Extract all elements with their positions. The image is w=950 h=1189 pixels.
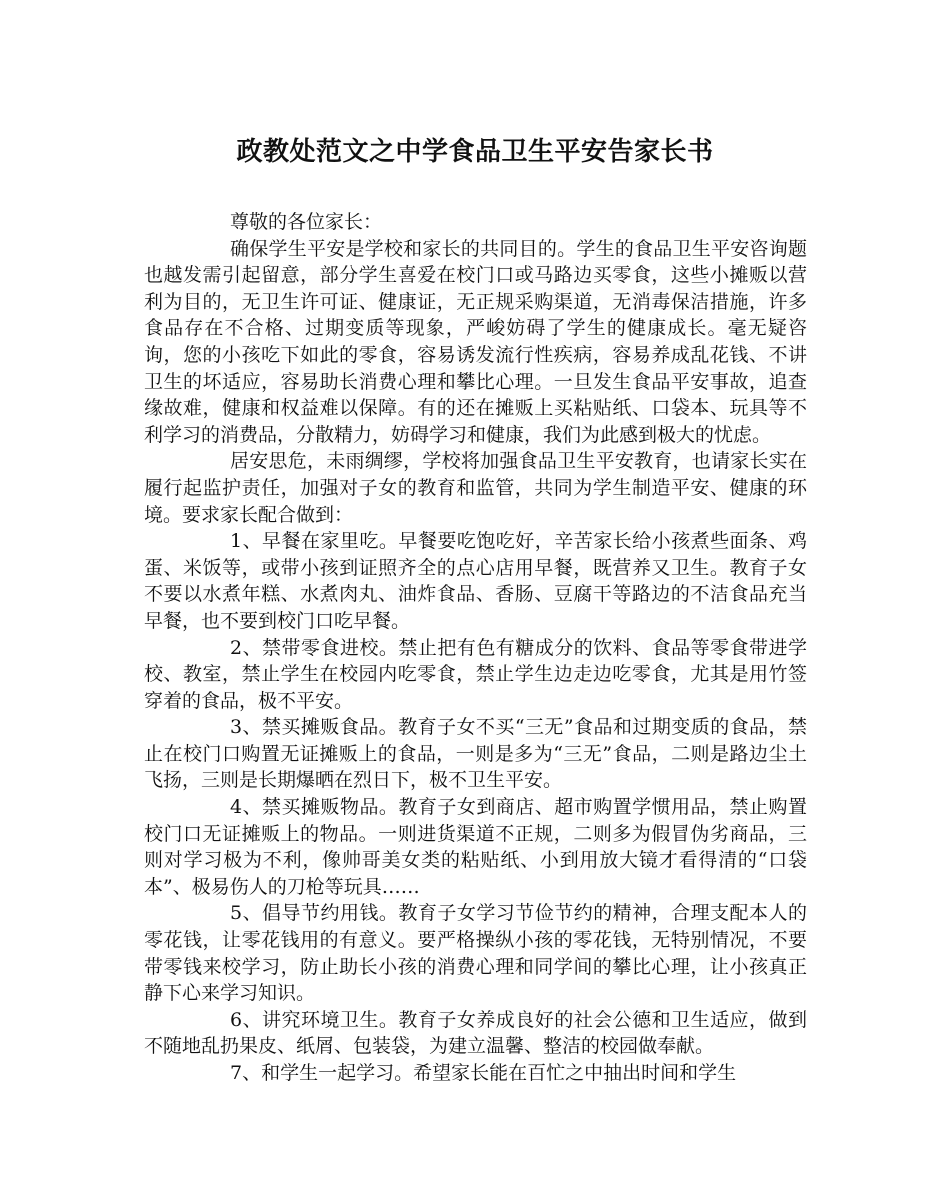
paragraph-item-3-no-vendor-food: 3、禁买摊贩食品。教育子女不买“三无”食品和过期变质的食品，禁止在校门口购置无证摊贩上的食品，一则是多为“三无”食品，二则是路边尘土飞扬，三则是长期爆晒在烈日下，极不卫生平安。: [144, 716, 807, 792]
salutation: 尊敬的各位家长：: [230, 211, 383, 233]
paragraph-item-4-no-vendor-goods: 4、禁买摊贩物品。教育子女到商店、超市购置学惯用品，禁止购置校门口无证摊贩上的物品。一则进货渠道不正规，二则多为假冒伪劣商品，三则对学习极为不利，像帅哥美女类的粘贴纸、小到用放大镜才看得清的“口袋本”、极易伤人的刀枪等玩具……: [144, 796, 807, 898]
paragraph-requirements: 居安思危，未雨绸缪，学校将加强食品卫生平安教育，也请家长实在履行起监护责任，加强对子女的教育和监管，共同为学生制造平安、健康的环境。要求家长配合做到：: [144, 450, 807, 526]
paragraph-intro: 确保学生平安是学校和家长的共同目的。学生的食品卫生平安咨询题也越发需引起留意，部分学生喜爱在校门口或马路边买零食，这些小摊贩以营利为目的，无卫生许可证、健康证，无正规采购渠道，无消毒保洁措施，许多食品存在不合格、过期变质等现象，严峻妨碍了学生的健康成长。毫无疑咨询，您的小孩吃下如此的零食，容易诱发流行性疾病，容易养成乱花钱、不讲卫生的坏适应，容易助长消费心理和攀比心理。一旦发生食品平安事故，追查缘故难，健康和权益难以保障。有的还在摊贩上买粘贴纸、口袋本、玩具等不利学习的消费品，分散精力，妨碍学习和健康，我们为此感到极大的忧虑。: [144, 237, 807, 446]
document-title: 政教处范文之中学食品卫生平安告家长书: [236, 137, 714, 167]
paragraph-item-7-study-together: 7、和学生一起学习。希望家长能在百忙之中抽出时间和学生: [230, 1062, 737, 1084]
document-body: [144, 209, 807, 1087]
paragraph-item-2-no-snacks: 2、禁带零食进校。禁止把有色有糖成分的饮料、食品等零食带进学校、教室，禁止学生在校园内吃零食，禁止学生边走边吃零食，尤其是用竹签穿着的食品，极不平安。: [144, 636, 807, 712]
paragraph-item-1-breakfast: 1、早餐在家里吃。早餐要吃饱吃好，辛苦家长给小孩煮些面条、鸡蛋、米饭等，或带小孩到证照齐全的点心店用早餐，既营养又卫生。教育子女不要以水煮年糕、水煮肉丸、油炸食品、香肠、豆腐干等路边的不洁食品充当早餐，也不要到校门口吃早餐。: [144, 530, 807, 632]
paragraph-item-6-hygiene: 6、讲究环境卫生。教育子女养成良好的社会公德和卫生适应，做到不随地乱扔果皮、纸屑、包装袋，为建立温馨、整洁的校园做奉献。: [144, 1008, 807, 1058]
paragraph-item-5-save-money: 5、倡导节约用钱。教育子女学习节俭节约的精神，合理支配本人的零花钱，让零花钱用的有意义。要严格操纵小孩的零花钱，无特别情况，不要带零钱来校学习，防止助长小孩的消费心理和同学间的攀比心理，让小孩真正静下心来学习知识。: [144, 902, 807, 1005]
